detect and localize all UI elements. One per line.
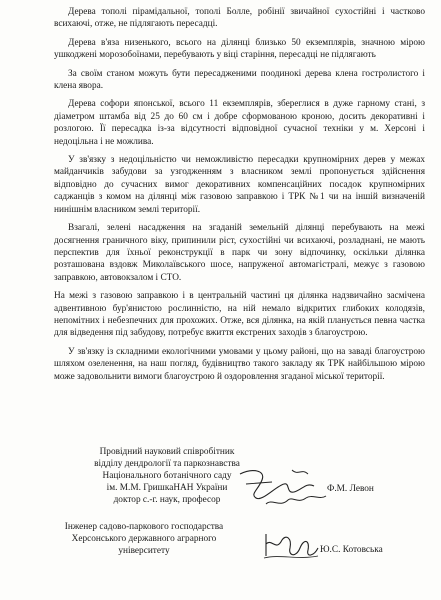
signature-2-name: Ю.С. Котовська	[320, 545, 383, 555]
paragraph-4: Дерева софори японської, всього 11 екземплярів, збереглися в дуже гарному стані, з діаметром штамба від 25 до 60 см і добре сформованою кроною, досить декоративні і розлогою. Її пересадка із-за відсутності відповідної сучасної техніки у м. Херсоні і недоцільна і не можлива.	[54, 99, 425, 147]
paragraph-8: У зв'язку із складними екологічними умовами у цьому районі, що на заваді благоустрою шляхом озеленення, на наш погляд, будівництво такого закладу як ТРК найбільшою мірою може задовольнити вимоги благоустрою й оздоровлення згаданої міської території.	[54, 346, 425, 382]
signature-2-line: університету	[118, 546, 170, 556]
paragraph-6: Взагалі, зелені насадження на згаданій земельній ділянці перебувають на межі досягнення граничного віку, припинили ріст, сухостійні чи всихаючі, розладнані, не мають перспектив для їхньої реконструкції в парк чи зону відпочинку, оскільки ділянка розташована вздовж Миколаївського шосе, напруженої автомагістралі, межує з газовою заправкою, автовокзалом і СТО.	[54, 223, 425, 283]
signature-1-line: відділу дендрології та паркознавства	[94, 459, 240, 469]
signature-1-line: Провідний науковий співробітник	[99, 447, 235, 457]
paragraph-1: Дерева тополі пірамідальної, тополі Болле, робінії звичайної сухостійні і частково всихаючі, отже, не підлягають пересадці.	[54, 7, 425, 30]
paragraph-5: У зв'язку з недоцільністю чи неможливістю пересадки крупномірних дерев у межах майданчиків забудови за узгодженням з власником землі пропонується здійснення відповідно до сучасних вимог декоративних компенсаційних посадок крупномірних саджанців з комом на ділянці між газовою заправкою і ТРК №1 чи на іншій визначеній нинішнім власником землі території.	[54, 155, 425, 215]
paragraph-3: За своїм станом можуть бути пересадженими поодинокі дерева клена гостролистого і клена явора.	[54, 68, 425, 92]
handwritten-signature-2	[262, 528, 320, 562]
signature-1-line: ім. М.М. ГришкаНАН України	[106, 483, 228, 493]
handwritten-signature-1	[232, 464, 330, 512]
signature-block-2	[30, 521, 258, 557]
signature-1-name: Ф.М. Левон	[327, 484, 374, 494]
signature-1-line: доктор с.-г. наук, професор	[113, 495, 221, 505]
signature-2-line: Херсонського державного аграрного	[71, 534, 217, 544]
paragraph-7: На межі з газовою заправкою і в центральній частині ця ділянка надзвичайно засмічена адвентивною бур'янистою рослинністю, на ній немало відкритих глибоких колодязів, непомітних і небезпечних для прохожих. Отже, вся ділянка, на якій планується певна частка для відведення під забудову, потребує вжиття екстрених заходів з благоустрою.	[54, 291, 425, 339]
signature-2-line: Інженер садово-паркового господарства	[64, 522, 224, 532]
paragraph-2: Дерева в'яза низенького, всього на ділянці близько 50 екземплярів, значною мірою ушкоджені морозобоїнами, перебувають у віці старіння, пересадці не підлягають	[54, 37, 425, 61]
signature-1-line: Національного ботанічного саду	[102, 471, 232, 481]
